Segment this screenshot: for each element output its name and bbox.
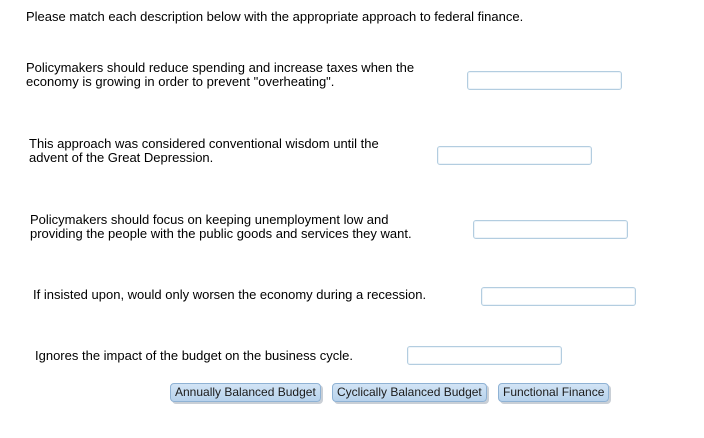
- description-5-line-1: Ignores the impact of the budget on the business cycle.: [35, 348, 353, 363]
- description-2-line-2: advent of the Great Depression.: [29, 150, 214, 165]
- choice-annually-balanced-budget[interactable]: Annually Balanced Budget: [170, 383, 321, 402]
- description-4: [33, 288, 426, 302]
- description-2: [29, 137, 379, 165]
- description-2-line-1: This approach was considered conventional wisdom until the: [29, 136, 379, 151]
- choice-functional-finance[interactable]: Functional Finance: [498, 383, 609, 402]
- description-1-line-2: economy is growing in order to prevent "overheating".: [26, 74, 335, 89]
- answer-dropzone-2[interactable]: [437, 146, 592, 165]
- description-3: [30, 213, 412, 241]
- description-4-line-1: If insisted upon, would only worsen the economy during a recession.: [33, 287, 427, 302]
- description-1: [26, 61, 414, 89]
- description-5: [35, 349, 353, 363]
- description-1-line-1: Policymakers should reduce spending and increase taxes when the: [26, 60, 415, 75]
- answer-dropzone-3[interactable]: [473, 220, 628, 239]
- instructions-text: Please match each description below with the appropriate approach to federal finance.: [26, 9, 524, 24]
- answer-dropzone-5[interactable]: [407, 346, 562, 365]
- choice-cyclically-balanced-budget[interactable]: Cyclically Balanced Budget: [332, 383, 487, 402]
- answer-dropzone-1[interactable]: [467, 71, 622, 90]
- description-3-line-1: Policymakers should focus on keeping unemployment low and: [30, 212, 389, 227]
- answer-dropzone-4[interactable]: [481, 287, 636, 306]
- description-3-line-2: providing the people with the public goods and services they want.: [30, 226, 412, 241]
